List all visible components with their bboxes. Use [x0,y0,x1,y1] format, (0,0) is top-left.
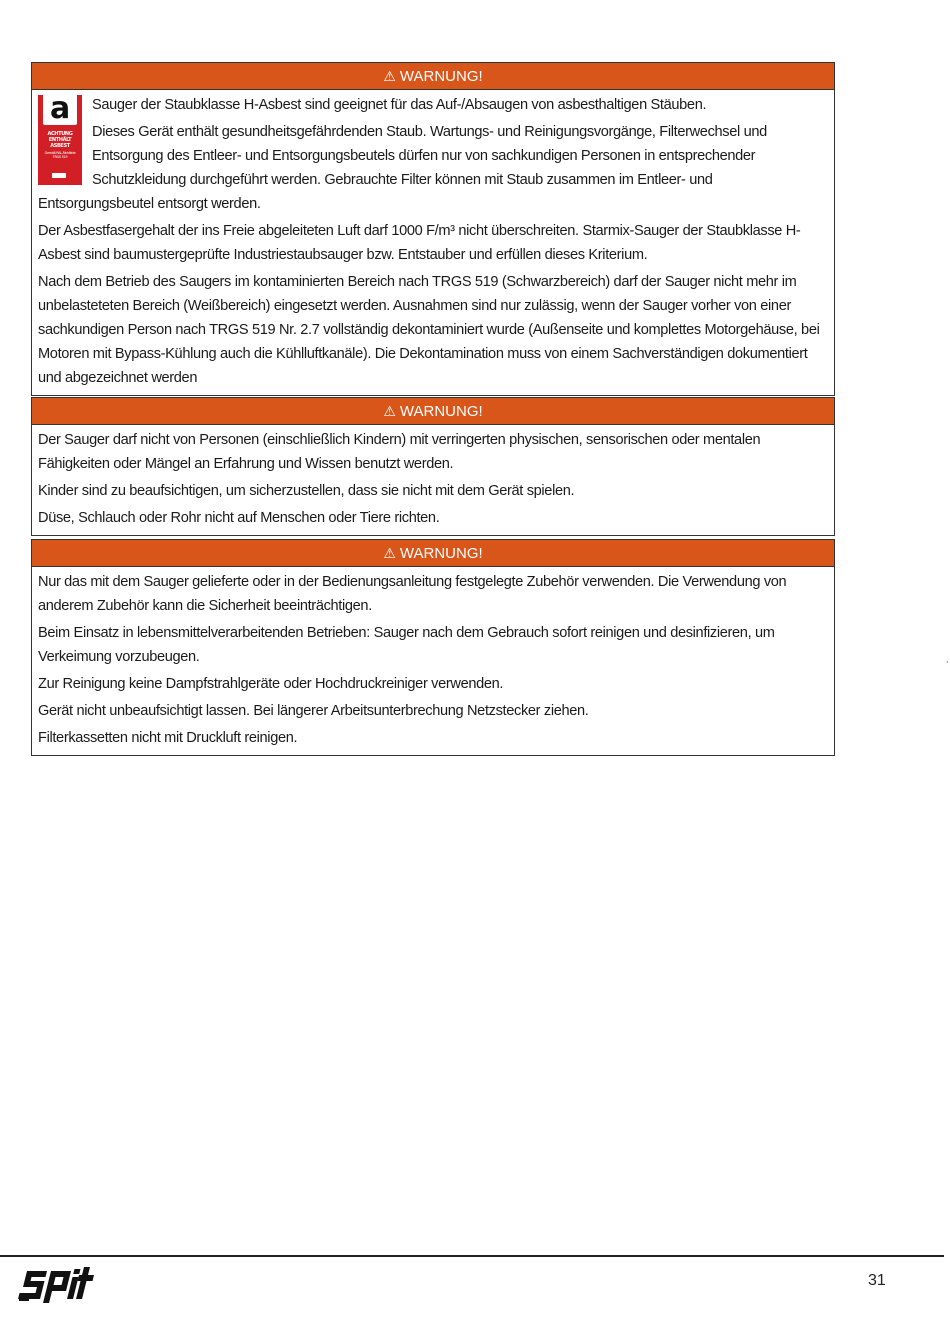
paragraph: Zur Reinigung keine Dampfstrahlgeräte oder Hochdruckreiniger verwenden. [38,676,504,692]
warning-box-accessories [31,539,835,756]
paragraph: Filterkassetten nicht mit Druckluft reinigen. [38,730,298,746]
paragraph: Der Sauger darf nicht von Personen (einschließlich Kindern) mit verringerten physischen, sensorischen oder mentalen Fähigkeiten oder Mängel an Erfahrung und Wissen benutzt werden. [38,432,761,472]
warning-triangle-icon: ⚠ [383,403,396,419]
warning-header [32,540,834,567]
paragraph: Nur das mit dem Sauger gelieferte oder in der Bedienungsanleitung festgelegte Zubehör verwenden. Die Verwendung von anderem Zubehör kann die Sicherheit beeinträchtigen. [38,574,787,614]
warning-box-persons [31,397,835,536]
paragraph: Beim Einsatz in lebensmittelverarbeitenden Betrieben: Sauger nach dem Gebrauch sofort reinigen und desinfizieren, um Verkeimung vorzubeugen. [38,625,775,665]
spit-brand-logo [15,1263,100,1307]
paragraph: Nach dem Betrieb des Saugers im kontaminierten Bereich nach TRGS 519 (Schwarzbereich) darf der Sauger nicht mehr im unbelasteteten Bereich (Weißbereich) eingesetzt werden. Ausnahmen sind nur zulässig, wenn der Sauger vorher von einer sachkundigen Person nach TRGS 519 Nr. 2.7 vollständig dekontaminiert wurde (Außenseite und komplettes Motorgehäuse, bei Motoren mit Bypass-Kühlung auch die Kühlluftkanäle). Die Dekontamination muss von einem Sachverständigen dokumentiert und abgezeichnet werden [38,274,820,386]
warning-triangle-icon: ⚠ [383,545,396,561]
paragraph: Kinder sind zu beaufsichtigen, um sicherzustellen, dass sie nicht mit dem Gerät spielen. [38,483,575,499]
warning-box-asbestos [31,62,835,396]
warning-heading: WARNUNG! [399,68,483,85]
warning-header [32,398,834,425]
paragraph: Sauger der Staubklasse H-Asbest sind geeignet für das Auf-/Absaugen von asbesthaltigen Stäuben. [92,97,707,113]
paragraph: Der Asbestfasergehalt der ins Freie abgeleiteten Luft darf 1000 F/m³ nicht überschreiten. Starmix-Sauger der Staubklasse H-Asbest sind baumustergeprüfte Industriestaubsauger bzw. Entstauber und erfüllen dieses Kriterium. [38,223,801,263]
paragraph: Düse, Schlauch oder Rohr nicht auf Menschen oder Tiere richten. [38,510,440,526]
footer-rule [0,1255,944,1257]
warning-body [32,567,834,755]
page-number: 31 [868,1272,886,1289]
asbestos-logo-label: ACHTUNG ENTHÄLT ASBEST [47,131,73,149]
warning-triangle-icon: ⚠ [383,68,396,84]
asbestos-logo-fine-print: Gemäß RAL-Richtlinie TRGS 519 [44,151,76,159]
paragraph: Dieses Gerät enthält gesundheitsgefährdenden Staub. Wartungs- und Reinigungsvorgänge, Filterwechsel und Entsorgung des Entleer- und Entsorgungsbeutels dürfen nur von sachkundigen Personen in entsprechender Schutzkleidung durchgeführt werden. Gebrauchte Filter können mit Staub zusammen im Entleer- und Entsorgungsbeutel entsorgt werden. [38,124,767,212]
asbestos-warning-logo [38,95,82,185]
warning-header [32,63,834,90]
warning-heading: WARNUNG! [399,403,483,420]
margin-mark: , [946,655,949,664]
paragraph: Gerät nicht unbeaufsichtigt lassen. Bei längerer Arbeitsunterbrechung Netzstecker ziehen. [38,703,589,719]
warning-body [32,90,834,395]
asbestos-logo-letter: a [43,95,77,125]
warning-body [32,425,834,535]
warning-heading: WARNUNG! [399,545,483,562]
